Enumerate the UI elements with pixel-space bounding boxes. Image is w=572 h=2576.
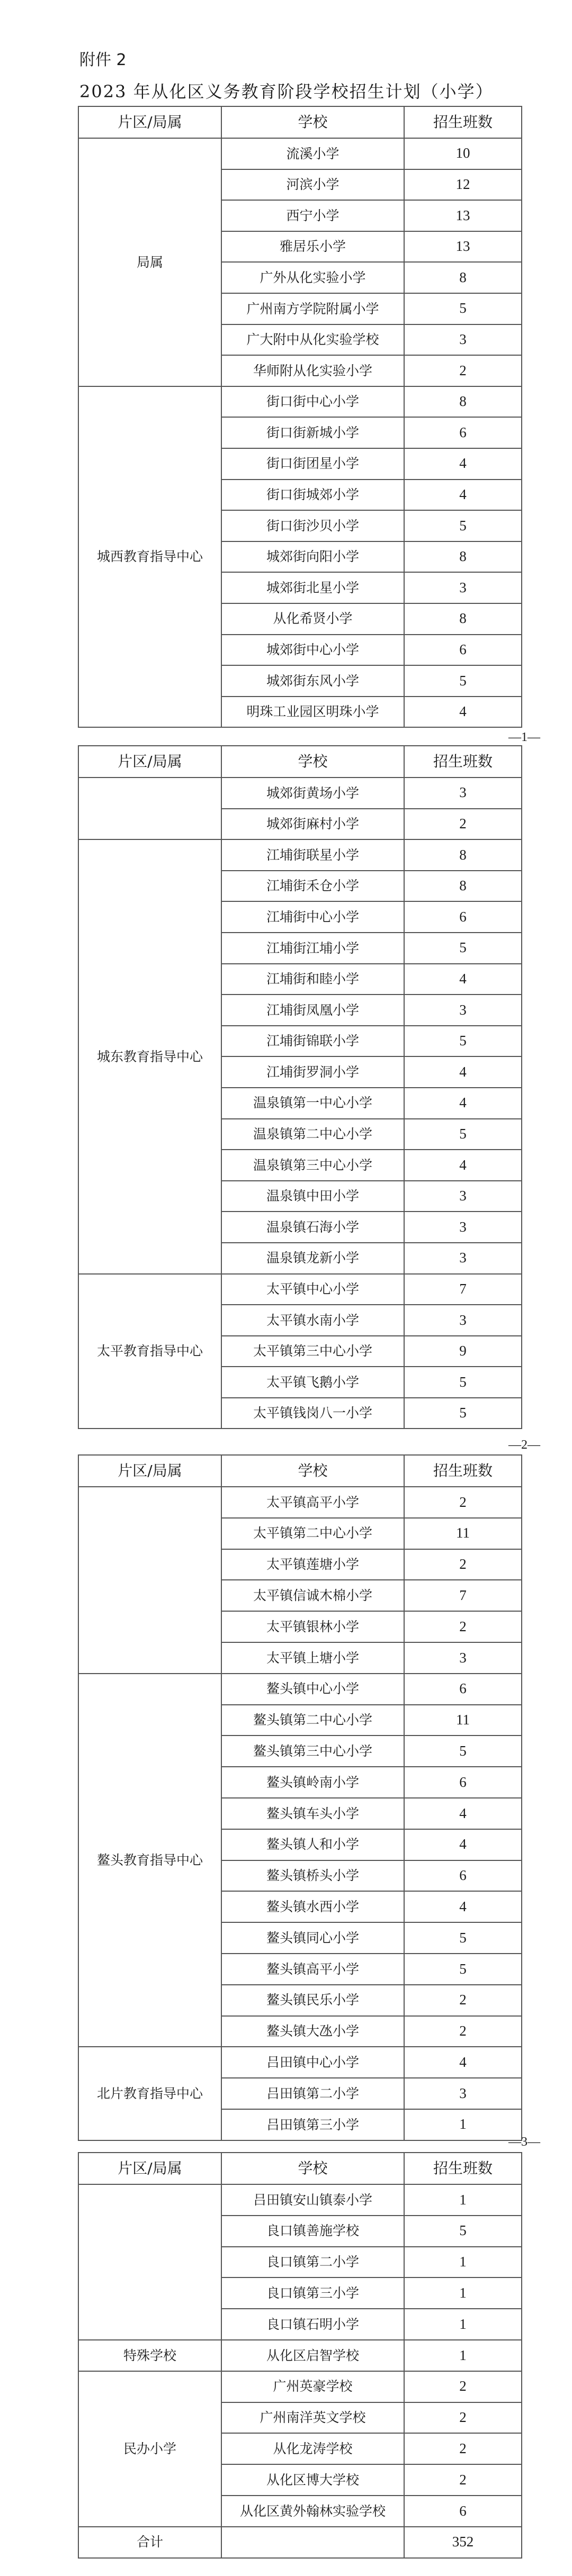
class-count-cell: 1 [404, 2247, 522, 2278]
school-cell: 江埔街中心小学 [221, 901, 404, 933]
table-row [78, 138, 522, 169]
class-count-cell: 4 [404, 1150, 522, 1181]
school-cell: 太平镇信诚木棉小学 [221, 1580, 404, 1611]
header-cell: 招生班数 [404, 2153, 522, 2184]
class-count-cell: 9 [404, 1336, 522, 1367]
table-row [78, 2047, 522, 2078]
school-cell: 太平镇高平小学 [221, 1487, 404, 1518]
school-cell: 太平镇银林小学 [221, 1611, 404, 1642]
class-count-cell: 3 [404, 324, 522, 356]
class-count-cell: 6 [404, 2496, 522, 2527]
school-cell: 吕田镇第二小学 [221, 2078, 404, 2109]
class-count-cell: 2 [404, 355, 522, 386]
school-cell: 广州南方学院附属小学 [221, 293, 404, 324]
header-cell: 招生班数 [404, 746, 522, 778]
class-count-cell: 2 [404, 1985, 522, 2016]
class-count-cell: 5 [404, 1922, 522, 1954]
school-cell: 广州南洋英文学校 [221, 2402, 404, 2434]
school-cell: 良口镇石明小学 [221, 2309, 404, 2340]
school-cell: 街口街中心小学 [221, 386, 404, 418]
class-count-cell: 8 [404, 541, 522, 573]
school-cell: 吕田镇安山镇泰小学 [221, 2184, 404, 2216]
school-cell: 太平镇钱岗八一小学 [221, 1398, 404, 1429]
class-count-cell: 2 [404, 809, 522, 840]
class-count-cell: 4 [404, 2047, 522, 2078]
class-count-cell: 13 [404, 231, 522, 263]
school-cell: 明珠工业园区明珠小学 [221, 697, 404, 728]
school-cell: 鳌头镇同心小学 [221, 1922, 404, 1954]
school-cell: 从化区黄外翰林实验学校 [221, 2496, 404, 2527]
school-cell: 雅居乐小学 [221, 231, 404, 263]
school-cell: 良口镇第二小学 [221, 2247, 404, 2278]
school-cell: 河滨小学 [221, 169, 404, 201]
class-count-cell: 11 [404, 1705, 522, 1736]
class-count-cell: 5 [404, 1026, 522, 1057]
total-row [78, 2527, 522, 2558]
school-cell: 西宁小学 [221, 200, 404, 231]
school-cell: 良口镇第三小学 [221, 2277, 404, 2309]
class-count-cell: 1 [404, 2109, 522, 2140]
school-cell: 广大附中从化实验学校 [221, 324, 404, 356]
table-row [78, 1674, 522, 1705]
school-cell: 鳌头镇中心小学 [221, 1674, 404, 1705]
enrollment-table [78, 2152, 522, 2559]
school-cell: 江埔街罗洞小学 [221, 1056, 404, 1088]
school-cell: 江埔街禾仓小学 [221, 871, 404, 902]
district-cell: 太平教育指导中心 [78, 1274, 221, 1429]
table-page-1 [78, 106, 521, 728]
class-count-cell: 7 [404, 1580, 522, 1611]
table-row [78, 839, 522, 871]
school-cell: 温泉镇中田小学 [221, 1181, 404, 1212]
school-cell: 从化龙涛学校 [221, 2433, 404, 2464]
district-cell: 城西教育指导中心 [78, 386, 221, 728]
class-count-cell: 3 [404, 1212, 522, 1243]
class-count-cell: 8 [404, 262, 522, 293]
table-row [78, 1274, 522, 1305]
school-cell: 鳌头镇岭南小学 [221, 1767, 404, 1798]
header-cell: 招生班数 [404, 1455, 522, 1487]
class-count-cell: 4 [404, 480, 522, 511]
table-row [78, 1487, 522, 1518]
school-cell: 太平镇上塘小学 [221, 1642, 404, 1674]
table-row [78, 2340, 522, 2371]
document-title: 2023 年从化区义务教育阶段学校招生计划（小学） [79, 82, 494, 102]
class-count-cell: 6 [404, 1860, 522, 1892]
class-count-cell: 4 [404, 697, 522, 728]
school-cell: 鳌头镇民乐小学 [221, 1985, 404, 2016]
district-cell: 特殊学校 [78, 2340, 221, 2371]
school-cell: 鳌头镇桥头小学 [221, 1860, 404, 1892]
class-count-cell: 10 [404, 138, 522, 169]
class-count-cell: 6 [404, 1767, 522, 1798]
class-count-cell: 1 [404, 2309, 522, 2340]
class-count-cell: 5 [404, 2216, 522, 2247]
district-cell [78, 1487, 221, 1674]
class-count-cell: 8 [404, 386, 522, 418]
class-count-cell: 3 [404, 1642, 522, 1674]
school-cell: 流溪小学 [221, 138, 404, 169]
school-cell: 鳌头镇第二中心小学 [221, 1705, 404, 1736]
header-cell: 片区/局属 [78, 106, 221, 138]
class-count-cell: 2 [404, 1549, 522, 1580]
school-cell: 温泉镇第一中心小学 [221, 1088, 404, 1119]
school-cell: 温泉镇石海小学 [221, 1212, 404, 1243]
school-cell: 街口街沙贝小学 [221, 510, 404, 541]
school-cell: 太平镇第二中心小学 [221, 1518, 404, 1549]
class-count-cell: 2 [404, 2402, 522, 2434]
total-label: 合计 [78, 2527, 221, 2558]
header-cell: 学校 [221, 106, 404, 138]
class-count-cell: 2 [404, 2016, 522, 2047]
class-count-cell: 12 [404, 169, 522, 201]
school-cell: 良口镇善施学校 [221, 2216, 404, 2247]
class-count-cell: 5 [404, 665, 522, 697]
district-cell: 局属 [78, 138, 221, 386]
header-cell: 学校 [221, 746, 404, 778]
class-count-cell: 6 [404, 1674, 522, 1705]
class-count-cell: 3 [404, 778, 522, 809]
class-count-cell: 1 [404, 2277, 522, 2309]
school-cell: 太平镇水南小学 [221, 1305, 404, 1336]
class-count-cell: 5 [404, 1119, 522, 1150]
class-count-cell: 5 [404, 933, 522, 964]
header-cell: 片区/局属 [78, 1455, 221, 1487]
school-cell: 太平镇飞鹅小学 [221, 1367, 404, 1398]
header-cell: 学校 [221, 1455, 404, 1487]
table-row [78, 2371, 522, 2402]
school-cell: 从化区启智学校 [221, 2340, 404, 2371]
table-page-4 [78, 2152, 521, 2559]
school-cell: 鳌头镇高平小学 [221, 1954, 404, 1985]
district-cell [78, 2184, 221, 2340]
school-cell: 城郊街向阳小学 [221, 541, 404, 573]
district-cell: 北片教育指导中心 [78, 2047, 221, 2140]
class-count-cell: 11 [404, 1518, 522, 1549]
school-cell: 吕田镇第三小学 [221, 2109, 404, 2140]
class-count-cell: 2 [404, 2371, 522, 2402]
school-cell: 城郊街北星小学 [221, 572, 404, 603]
school-cell: 太平镇莲塘小学 [221, 1549, 404, 1580]
class-count-cell: 4 [404, 1798, 522, 1829]
table-row [78, 778, 522, 809]
school-cell: 城郊街东风小学 [221, 665, 404, 697]
enrollment-table [78, 745, 522, 1429]
class-count-cell: 4 [404, 1056, 522, 1088]
district-cell [78, 778, 221, 839]
school-cell: 太平镇第三中心小学 [221, 1336, 404, 1367]
school-cell: 街口街团星小学 [221, 448, 404, 480]
class-count-cell: 4 [404, 964, 522, 995]
page-number: —1— [508, 730, 540, 744]
school-cell: 温泉镇第三中心小学 [221, 1150, 404, 1181]
school-cell: 广外从化实验小学 [221, 262, 404, 293]
class-count-cell: 2 [404, 1611, 522, 1642]
class-count-cell: 1 [404, 2340, 522, 2371]
class-count-cell: 4 [404, 1088, 522, 1119]
class-count-cell: 1 [404, 2184, 522, 2216]
class-count-cell: 6 [404, 635, 522, 666]
class-count-cell: 4 [404, 1829, 522, 1860]
class-count-cell: 8 [404, 603, 522, 635]
table-page-2 [78, 745, 521, 1429]
class-count-cell: 2 [404, 2433, 522, 2464]
school-cell: 江埔街锦联小学 [221, 1026, 404, 1057]
district-cell: 城东教育指导中心 [78, 839, 221, 1273]
class-count-cell: 3 [404, 572, 522, 603]
school-cell: 温泉镇龙新小学 [221, 1243, 404, 1274]
district-cell: 鳌头教育指导中心 [78, 1674, 221, 2047]
school-cell: 城郊街中心小学 [221, 635, 404, 666]
attachment-label: 附件 2 [79, 51, 127, 69]
total-blank [221, 2527, 404, 2558]
school-cell: 江埔街联星小学 [221, 839, 404, 871]
school-cell: 鳌头镇第三中心小学 [221, 1736, 404, 1767]
table-page-3 [78, 1454, 521, 2141]
class-count-cell: 4 [404, 448, 522, 480]
class-count-cell: 8 [404, 871, 522, 902]
header-cell: 学校 [221, 2153, 404, 2184]
school-cell: 从化希贤小学 [221, 603, 404, 635]
header-cell: 片区/局属 [78, 746, 221, 778]
class-count-cell: 5 [404, 1367, 522, 1398]
total-value: 352 [404, 2527, 522, 2558]
enrollment-table [78, 1454, 522, 2141]
school-cell: 城郊街黄场小学 [221, 778, 404, 809]
enrollment-table [78, 106, 522, 728]
header-cell: 招生班数 [404, 106, 522, 138]
class-count-cell: 2 [404, 2464, 522, 2496]
class-count-cell: 6 [404, 901, 522, 933]
class-count-cell: 13 [404, 200, 522, 231]
school-cell: 城郊街麻村小学 [221, 809, 404, 840]
school-cell: 鳌头镇大氹小学 [221, 2016, 404, 2047]
school-cell: 温泉镇第二中心小学 [221, 1119, 404, 1150]
class-count-cell: 4 [404, 1891, 522, 1922]
class-count-cell: 8 [404, 839, 522, 871]
school-cell: 江埔街和睦小学 [221, 964, 404, 995]
header-cell: 片区/局属 [78, 2153, 221, 2184]
table-row [78, 386, 522, 418]
class-count-cell: 5 [404, 510, 522, 541]
class-count-cell: 5 [404, 1954, 522, 1985]
school-cell: 太平镇中心小学 [221, 1274, 404, 1305]
school-cell: 吕田镇中心小学 [221, 2047, 404, 2078]
class-count-cell: 3 [404, 2078, 522, 2109]
class-count-cell: 3 [404, 1181, 522, 1212]
page-number: —2— [508, 1438, 540, 1452]
school-cell: 街口街城郊小学 [221, 480, 404, 511]
class-count-cell: 2 [404, 1487, 522, 1518]
class-count-cell: 7 [404, 1274, 522, 1305]
school-cell: 江埔街凤凰小学 [221, 995, 404, 1026]
class-count-cell: 5 [404, 293, 522, 324]
school-cell: 街口街新城小学 [221, 417, 404, 448]
class-count-cell: 5 [404, 1736, 522, 1767]
school-cell: 江埔街江埔小学 [221, 933, 404, 964]
district-cell: 民办小学 [78, 2371, 221, 2527]
table-row [78, 2184, 522, 2216]
class-count-cell: 3 [404, 1243, 522, 1274]
class-count-cell: 6 [404, 417, 522, 448]
school-cell: 华师附从化实验小学 [221, 355, 404, 386]
school-cell: 鳌头镇车头小学 [221, 1798, 404, 1829]
school-cell: 鳌头镇人和小学 [221, 1829, 404, 1860]
class-count-cell: 5 [404, 1398, 522, 1429]
class-count-cell: 3 [404, 995, 522, 1026]
class-count-cell: 3 [404, 1305, 522, 1336]
school-cell: 从化区博大学校 [221, 2464, 404, 2496]
school-cell: 广州英豪学校 [221, 2371, 404, 2402]
page-number: —3— [508, 2135, 540, 2149]
school-cell: 鳌头镇水西小学 [221, 1891, 404, 1922]
